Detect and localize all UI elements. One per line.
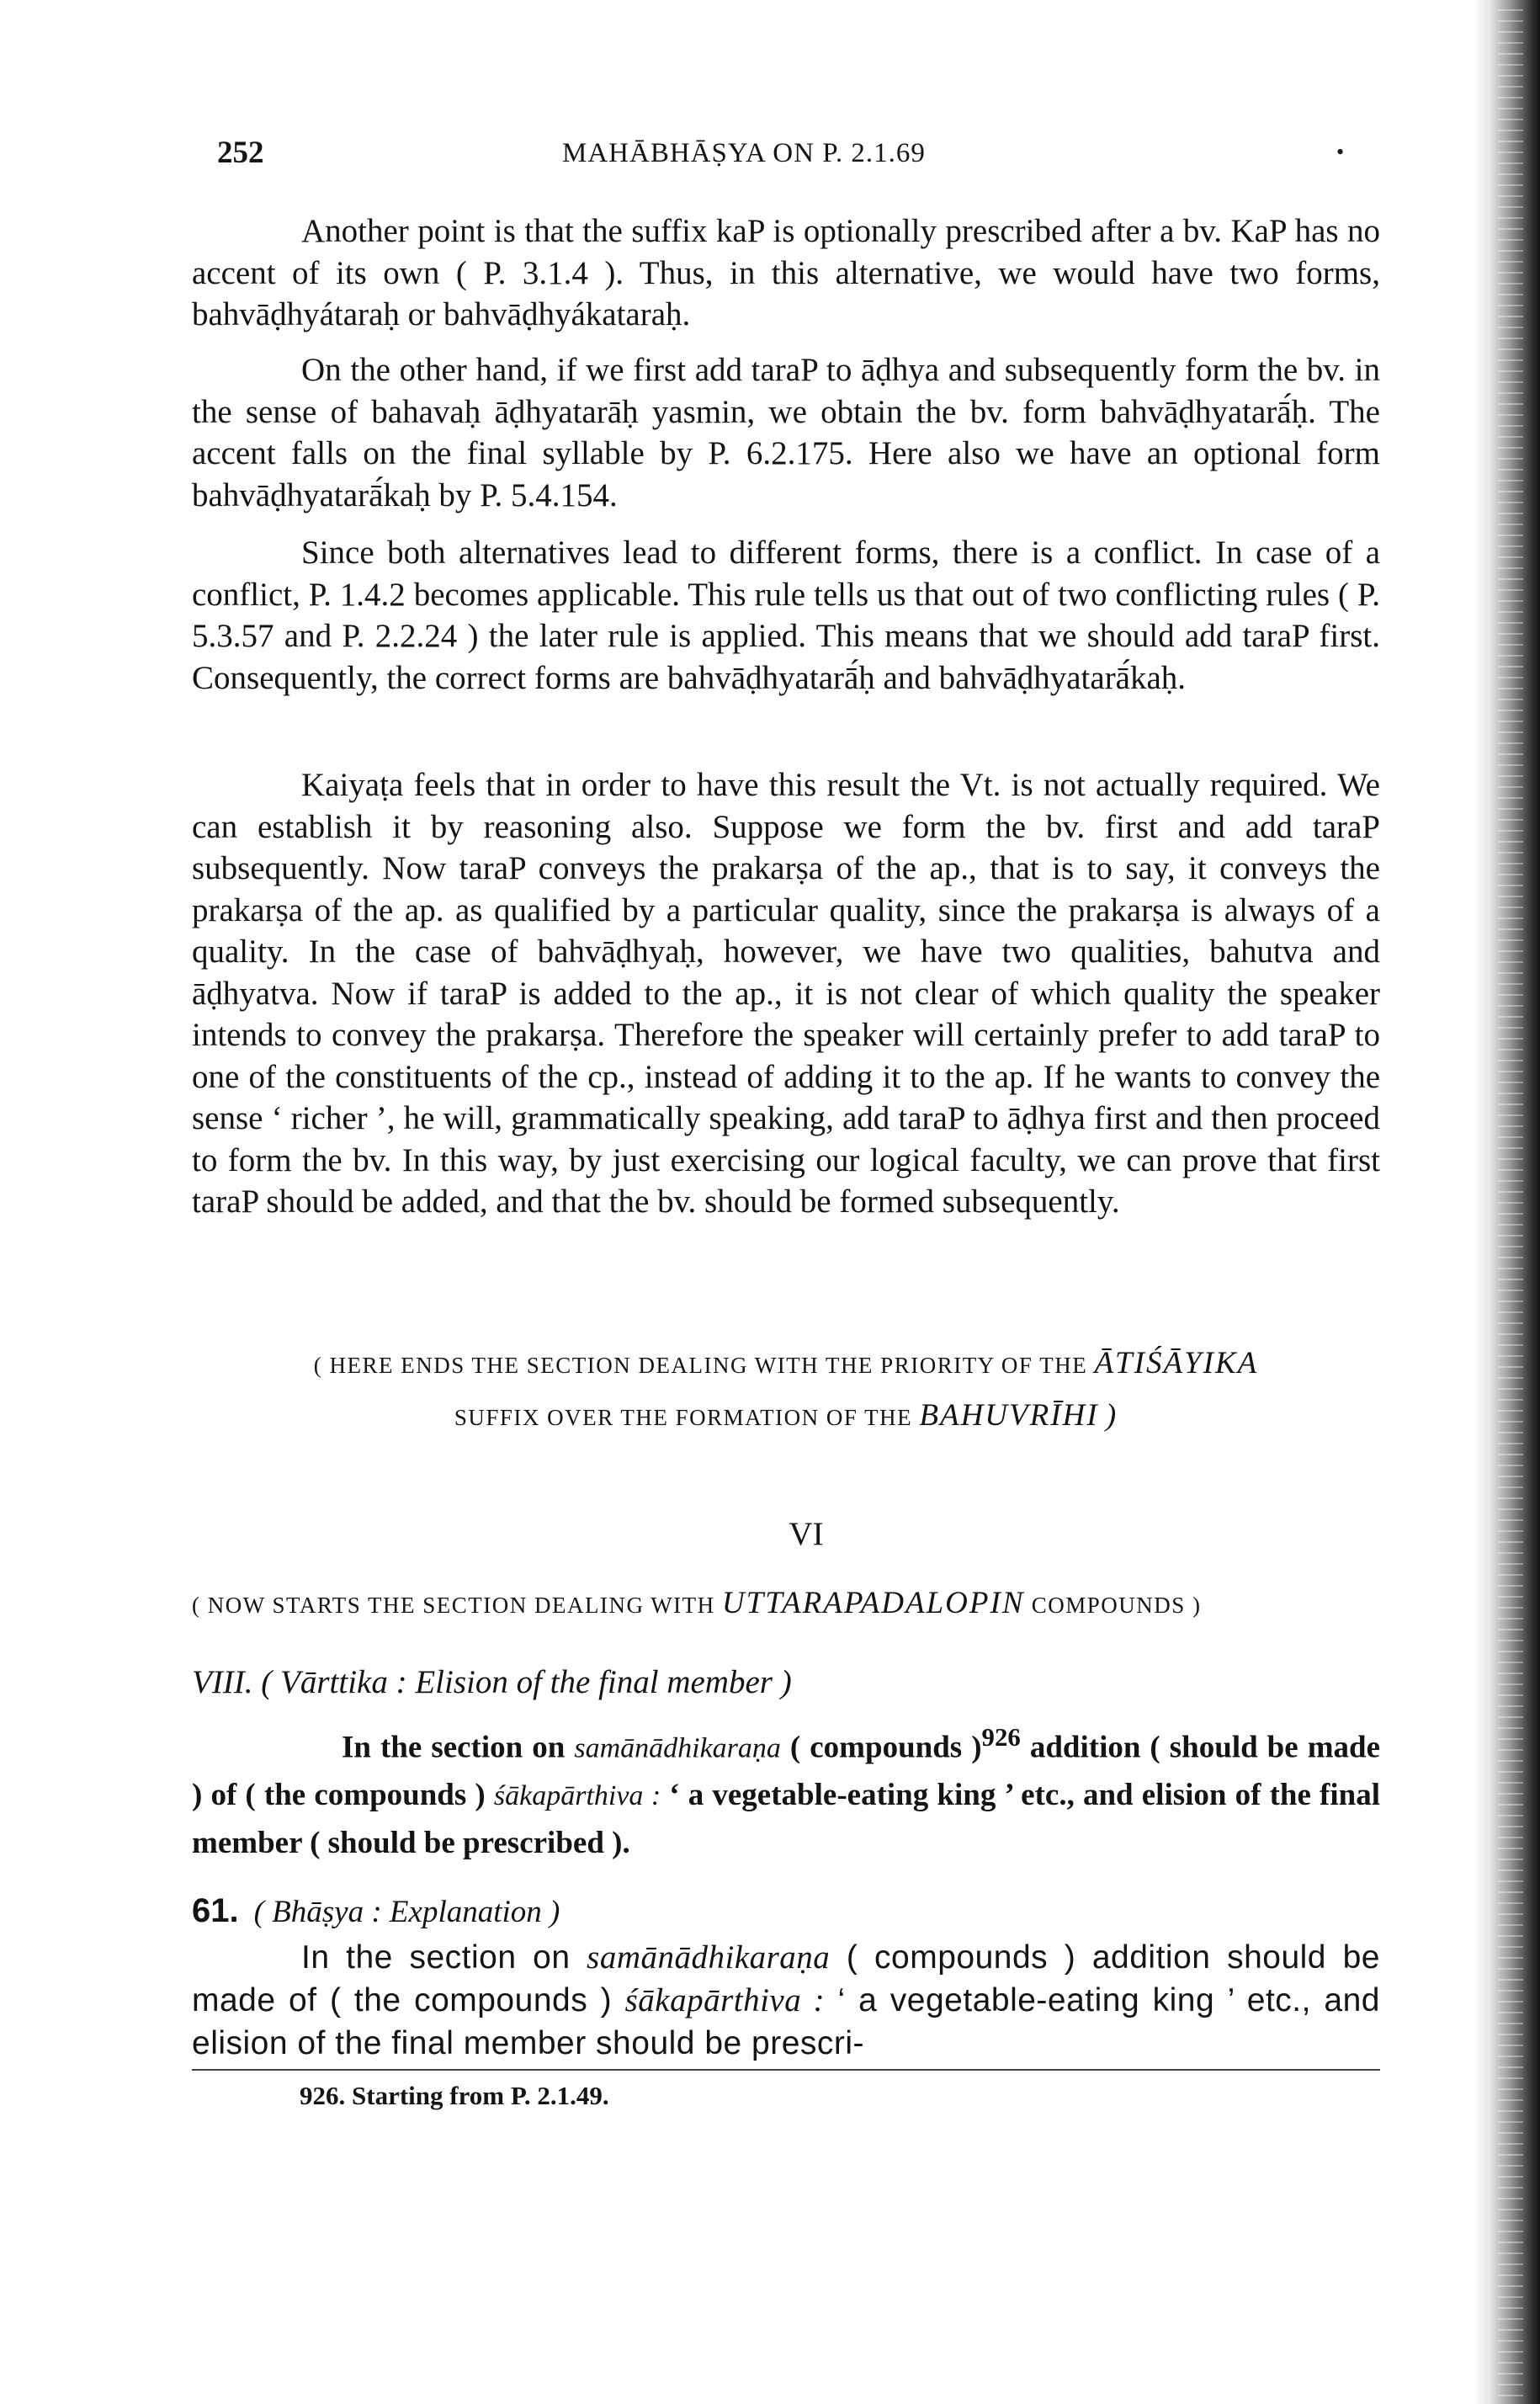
varttika-text-part-2: ( compounds ) [789,1730,982,1765]
varttika-text-part-3: addition ( should be made ) of ( the compounds ) [192,1730,1381,1813]
bhasya-title: ( Bhāṣya : Explanation ) [253,1895,560,1929]
paragraph-1: Another point is that the suffix kaP is optionally prescribed after a bv. KaP has no accent of its own ( P. 3.1.4 ). Thus, in this alternative, we would have two forms, bahvāḍhyátaraḥ or bahvāḍhyákataraḥ. [192,213,1380,332]
section-end-term-2: BAHUVRĪHI [919,1398,1099,1433]
section-start-note [192,1578,1380,1630]
bhasya-text-part-1: In the section on [301,1939,571,1976]
bhasya-term-2: śākapārthiva : [624,1982,826,2018]
bhasya-number: 61. [192,1892,239,1929]
running-head: MAHĀBHĀṢYA ON P. 2.1.69 [562,138,926,168]
section-start-prefix: ( NOW STARTS THE SECTION DEALING WITH [192,1593,715,1618]
footnote-reference: 926 [981,1723,1021,1752]
varttika-text-part-1: In the section on [342,1730,566,1765]
page-number: 252 [217,136,264,170]
paragraph-4: Kaiyaṭa feels that in order to have this result the Vt. is not actually required. We can establish it by reasoning also. Suppose we form the bv. first and add taraP subsequently. Now taraP conveys the prakarṣa of the ap., that is to say, it conveys the prakarṣa of the ap. as qualified by a particular quality, since the prakarṣa is always of a quality. In the case of bahvāḍhyaḥ, however, we have two qualities, bahutva and āḍhyatva. Now if taraP is added to the ap., it is not clear of which quality the speaker intends to convey the prakarṣa. Therefore the speaker will certainly prefer to add taraP to one of the constituents of the cp., instead of adding it to the ap. If he wants to convey the sense ‘ richer ’, he will, grammatically speaking, add taraP to āḍhya first and then proceed to form the bv. In this way, by just exercising our logical faculty, we can prove that first taraP should be added, and that the bv. should be formed subsequently. [192,767,1380,1220]
varttika-text-part-4: ‘ a vegetable-eating king ’ etc., and elision of the final member ( should be prescribed ). [192,1778,1381,1861]
section-number: VI [789,1516,824,1552]
paragraph-2: On the other hand, if we first add taraP to āḍhya and subsequently form the bv. in the sense of bahavaḥ āḍhyatarāḥ yasmin, we obtain the bv. form bahvāḍhyatarā́ḥ. The accent falls on the final syllable by P. 6.2.175. Here also we have an optional form bahvāḍhyatarā́kaḥ by P. 5.4.154. [192,352,1380,513]
varttika-term-2: śākapārthiva : [493,1780,661,1812]
header-dot: • [1336,140,1345,164]
section-end-note [192,1338,1380,1443]
varttika-heading: VIII. ( Vārttika : Elision of the final member ) [192,1664,792,1700]
page-header [217,135,1378,185]
section-end-close: ) [1105,1398,1118,1433]
page-edge-texture [1498,0,1523,2404]
section-end-prefix: ( HERE ENDS THE SECTION DEALING WITH THE PRIORITY OF THE [313,1353,1088,1378]
footnote-rule [192,2069,1380,2071]
section-start-term: UTTARAPADALOPIN [721,1586,1025,1620]
bhasya-heading [192,1892,560,1930]
paragraph-3: Since both alternatives lead to different forms, there is a conflict. In case of a conflict, P. 1.4.2 becomes applicable. This rule tells us that out of two conflicting rules ( P. 5.3.57 and P. 2.2.24 ) the later rule is applied. This means that we should add taraP first. Consequently, the correct forms are bahvāḍhyatarā́ḥ and bahvāḍhyatarā́kaḥ. [192,535,1380,696]
section-end-term-1: ĀTIŚĀYIKA [1094,1346,1259,1380]
varttika-term-1: samānādhikaraṇa [574,1732,781,1764]
section-start-suffix: COMPOUNDS ) [1031,1593,1202,1618]
section-end-middle: SUFFIX OVER THE FORMATION OF THE [454,1405,913,1430]
footnote: 926. Starting from P. 2.1.49. [300,2081,609,2110]
varttika-text [192,1714,1380,1867]
bhasya-text [192,1936,1380,2065]
bhasya-term-1: samānādhikaraṇa [587,1939,831,1976]
bhasya-text-part-3: ‘ a vegetable-eating king ’ etc., and elision of the final member should be prescri- [192,1982,1380,2061]
bhasya-text-part-2: ( compounds ) addition should be made of ( the compounds ) [192,1939,1380,2018]
